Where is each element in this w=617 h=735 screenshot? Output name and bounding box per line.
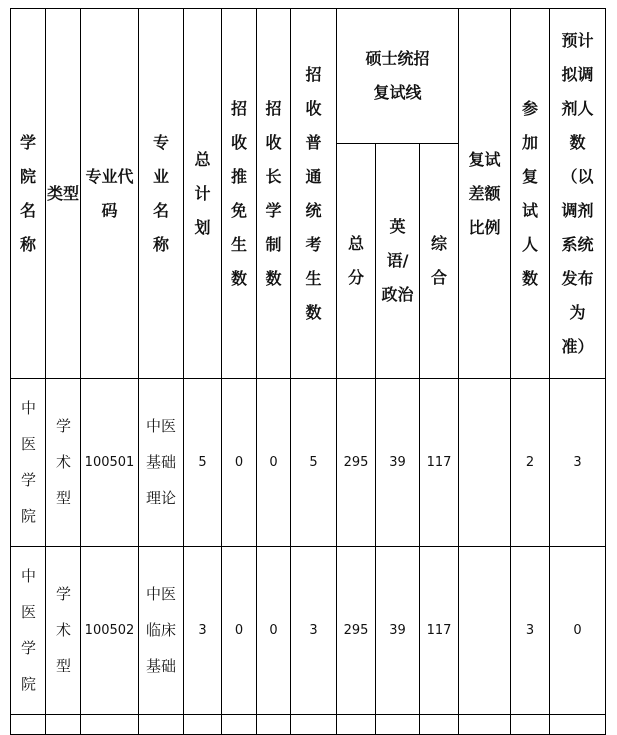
cell-retest-count: 2 — [511, 379, 550, 547]
admission-table — [10, 8, 606, 735]
cell-major-name: 中医临床基础 — [139, 547, 184, 715]
cell-total-score: 295 — [337, 547, 376, 715]
cell-english-politics: 39 — [376, 379, 420, 547]
cell-retest-ratio — [459, 379, 511, 547]
table-row — [11, 715, 606, 735]
header-english-politics: 英语/政治 — [376, 144, 420, 379]
cell-total-plan: 5 — [184, 379, 222, 547]
cell-type: 学术型 — [46, 547, 81, 715]
cell-retest-ratio — [459, 547, 511, 715]
cell-college: 中医学院 — [11, 379, 46, 547]
header-total-plan: 总计划 — [184, 9, 222, 379]
header-recommended: 招收推免生数 — [222, 9, 257, 379]
table-row — [11, 547, 606, 715]
header-type: 类型 — [46, 9, 81, 379]
cell-type: 学术型 — [46, 379, 81, 547]
cell-long-term: 0 — [257, 547, 291, 715]
cell-comprehensive: 117 — [420, 547, 459, 715]
cell-major-code: 100501 — [81, 379, 139, 547]
cell-adjust-count: 3 — [550, 379, 606, 547]
cell-adjust-count: 0 — [550, 547, 606, 715]
header-major-code: 专业代码 — [81, 9, 139, 379]
cell-general: 3 — [291, 547, 337, 715]
header-major-name: 专业名称 — [139, 9, 184, 379]
header-retest-ratio: 复试差额比例 — [459, 9, 511, 379]
cell-comprehensive: 117 — [420, 379, 459, 547]
cell-total-score: 295 — [337, 379, 376, 547]
header-adjust-count: 预计拟调剂人数（以调剂系统发布为准） — [550, 9, 606, 379]
header-total-score: 总分 — [337, 144, 376, 379]
cell-long-term: 0 — [257, 379, 291, 547]
table-row — [11, 379, 606, 547]
cell-total-plan: 3 — [184, 547, 222, 715]
cell-general: 5 — [291, 379, 337, 547]
cell-recommended: 0 — [222, 547, 257, 715]
cell-major-name: 中医基础理论 — [139, 379, 184, 547]
header-college: 学院名称 — [11, 9, 46, 379]
cell-retest-count: 3 — [511, 547, 550, 715]
header-general: 招收普通统考生数 — [291, 9, 337, 379]
header-long-term: 招收长学制数 — [257, 9, 291, 379]
cell-english-politics: 39 — [376, 547, 420, 715]
header-comprehensive: 综合 — [420, 144, 459, 379]
header-retest-line: 硕士统招复试线 — [337, 9, 459, 144]
cell-recommended: 0 — [222, 379, 257, 547]
cell-college: 中医学院 — [11, 547, 46, 715]
cell-major-code: 100502 — [81, 547, 139, 715]
header-retest-count: 参加复试人数 — [511, 9, 550, 379]
